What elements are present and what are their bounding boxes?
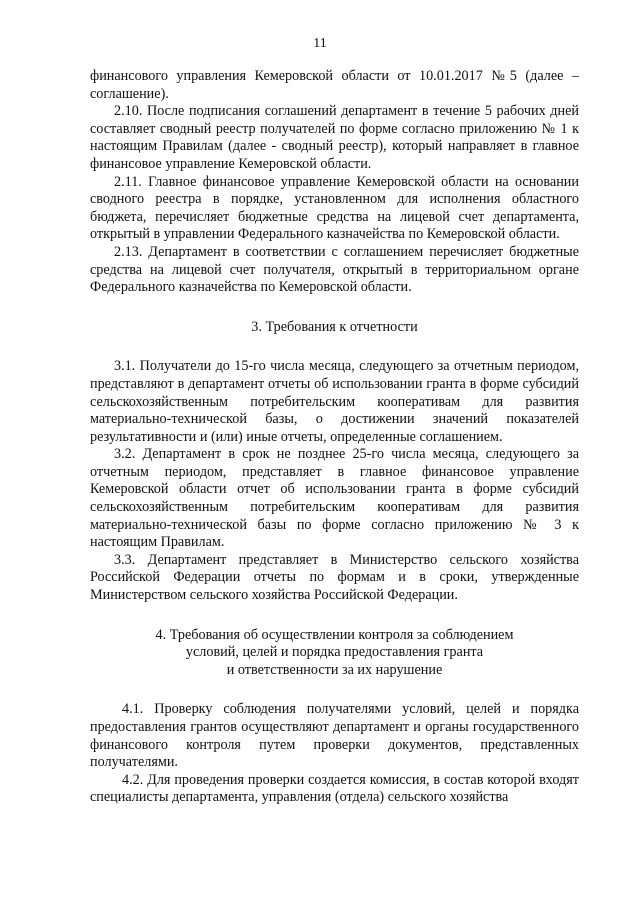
section-4-heading	[90, 627, 579, 680]
paragraph-3-1: 3.1. Получатели до 15-го числа месяца, следующего за отчетным периодом, представляют в департамент отчеты об использовании гранта в форме субсидий сельскохозяйственным потребительским кооперативам для развития материально-технической базы, о достижении значений показателей результативности и (или) иные отчеты, определенные соглашением.	[90, 358, 579, 445]
document-body	[90, 68, 579, 807]
page-number: 11	[313, 36, 327, 51]
paragraph-2-10: 2.10. После подписания соглашений департамент в течение 5 рабочих дней составляет сводный реестр получателей по форме согласно приложению № 1 к настоящим Правилам (далее - сводный реестр), который направляет в главное финансовое управление Кемеровской области.	[90, 103, 579, 172]
section-4-heading-line: 4. Требования об осуществлении контроля за соблюдением	[155, 626, 514, 643]
section-3-heading: 3. Требования к отчетности	[251, 318, 418, 335]
paragraph-4-1: 4.1. Проверку соблюдения получателями условий, целей и порядка предоставления грантов осуществляют департамент и органы государственного финансового контроля путем проверки документов, представленных получателями.	[90, 701, 579, 771]
section-4-heading-line: условий, целей и порядка предоставления гранта	[185, 644, 484, 661]
paragraph-3-3: 3.3. Департамент представляет в Министерство сельского хозяйства Российской Федерации отчеты по формам и в сроки, утвержденные Министерством сельского хозяйства Российской Федерации.	[90, 551, 579, 604]
paragraph-2-11: 2.11. Главное финансовое управление Кемеровской области на основании сводного реестра в порядке, установленном для исполнения областного бюджета, перечисляет бюджетные средства на лицевой счет департамента, открытый в управлении Федерального казначейства по Кемеровской области.	[90, 173, 579, 243]
paragraph-3-2: 3.2. Департамент в срок не позднее 25-го числа месяца, следующего за отчетным периодом, представляет в главное финансовое управление Кемеровской области отчет об использовании гранта в форме субсидий сельскохозяйственным потребительским кооперативам для развития материально-технической базы по форме согласно приложению № 3 к настоящим Правилам.	[90, 446, 579, 551]
paragraph-4-2: 4.2. Для проведения проверки создается комиссия, в состав которой входят специалисты департамента, управления (отдела) сельского хозяйства	[90, 771, 579, 806]
paragraph-continuation: финансового управления Кемеровской области от 10.01.2017 №5 (далее – соглашение).	[90, 68, 579, 102]
section-4-heading-line: и ответственности за их нарушение	[226, 661, 443, 678]
paragraph-2-13: 2.13. Департамент в соответствии с соглашением перечисляет бюджетные средства на лицевой счет получателя, открытый в территориальном органе Федерального казначейства по Кемеровской области.	[90, 243, 579, 296]
